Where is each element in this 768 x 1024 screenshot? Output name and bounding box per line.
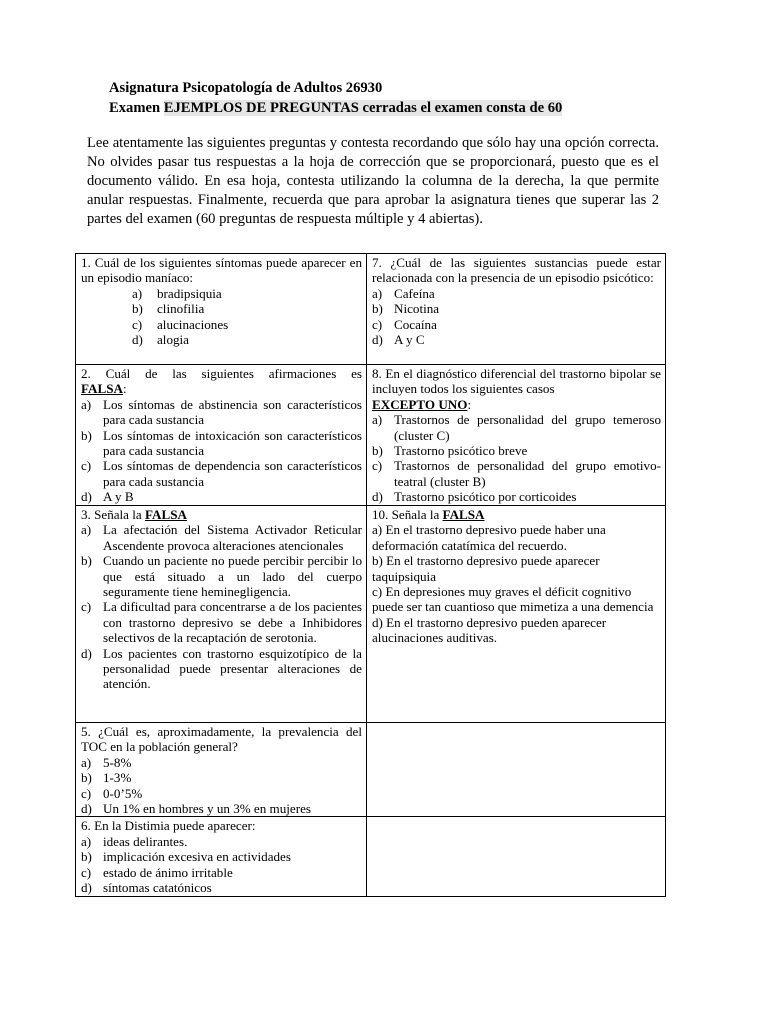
- option: [81, 834, 362, 849]
- options-q5: [81, 755, 362, 817]
- question-stem: 5. ¿Cuál es, aproximadamente, la prevalencia del TOC en la población general?: [81, 724, 362, 755]
- question-8: [367, 365, 666, 506]
- option-text: A y C: [394, 332, 425, 348]
- option-text: La dificultad para concentrarse a de los pacientes con trastorno depresivo se debe a Inhibidores selectivos de la recaptación de serotonia.: [103, 599, 362, 646]
- instructions-paragraph: Lee atentamente las siguientes preguntas y contesta recordando que sólo hay una opción correcta. No olvides pasar tus respuestas a la hoja de corrección que se proporcionará, puesto que es el documento válido. En esa hoja, contesta utilizando la columna de la derecha, la que permite anular respuestas. Finalmente, recuerda que para aprobar la asignatura tienes que superar las 2 partes del examen (60 preguntas de respuesta múltiple y 4 abiertas).: [87, 135, 659, 227]
- option-label: d): [372, 489, 383, 505]
- option: [81, 553, 362, 599]
- option-text: alogia: [157, 332, 189, 348]
- option-text: Trastornos de personalidad del grupo temeroso (cluster C): [394, 412, 661, 443]
- option-label: a): [81, 396, 92, 412]
- table-row: [76, 254, 666, 365]
- option: [132, 317, 362, 332]
- stem-emphasis: FALSA: [81, 381, 123, 397]
- stem-text: 8. En el diagnóstico diferencial del trastorno bipolar se incluyen todos los siguientes casos: [372, 366, 661, 397]
- option-label: d): [81, 801, 92, 817]
- question-stem: 7. ¿Cuál de las siguientes sustancias puede estar relacionada con la presencia de un episodio psicótico:: [372, 255, 661, 286]
- options-q6: [81, 834, 362, 896]
- question-1: [76, 254, 367, 365]
- option-label: b): [81, 849, 92, 865]
- table-row: [76, 506, 666, 723]
- option: [81, 801, 362, 816]
- option-label: a): [81, 754, 92, 770]
- option: [81, 880, 362, 895]
- document-header: [109, 78, 562, 118]
- stem-text: 10. Señala la: [372, 507, 443, 522]
- option-text: alucinaciones: [157, 316, 229, 332]
- option: b) En el trastorno depresivo puede aparecer taquipsiquia: [372, 553, 600, 584]
- option-text: implicación excesiva en actividades: [103, 849, 291, 865]
- option: a) En el trastorno depresivo puede haber una deformación catatímica del recuerdo.: [372, 522, 606, 553]
- question-stem: [81, 507, 362, 522]
- option: [81, 397, 362, 428]
- option-label: a): [372, 412, 383, 428]
- option-text: Un 1% en hombres y un 3% en mujeres: [103, 801, 311, 817]
- option-text: Trastorno psicótico por corticoides: [394, 489, 577, 505]
- question-stem: 1. Cuál de los siguientes síntomas puede aparecer en un episodio maníaco:: [81, 255, 362, 286]
- option: [132, 332, 362, 347]
- option-label: d): [372, 332, 383, 348]
- option-label: c): [81, 458, 92, 474]
- option-text: Nicotina: [394, 301, 440, 317]
- option: [81, 786, 362, 801]
- option-text: Cocaína: [394, 316, 437, 332]
- option-text: estado de ánimo irritable: [103, 864, 233, 880]
- question-stem: [372, 366, 661, 412]
- option: c) En depresiones muy graves el déficit cognitivo puede ser tan cuantioso que mimetiza a una demencia: [372, 584, 654, 615]
- option-text: Cafeína: [394, 285, 435, 301]
- empty-cell: [367, 723, 666, 817]
- table-row: [76, 723, 666, 817]
- question-stem: [81, 366, 362, 381]
- option-text: 0-0’5%: [103, 785, 143, 801]
- option-label: c): [81, 864, 92, 880]
- option-label: b): [81, 427, 92, 443]
- stem-suffix: :: [467, 396, 472, 412]
- question-stem: [372, 507, 661, 522]
- option-label: d): [81, 880, 92, 896]
- options-q3: [81, 522, 362, 691]
- option: [81, 865, 362, 880]
- stem-text: 3. Señala la: [81, 507, 145, 522]
- exam-label: Examen: [109, 100, 164, 116]
- option-label: d): [132, 332, 143, 348]
- option: [372, 317, 661, 332]
- stem-emphasis-line: [81, 381, 362, 396]
- option: [81, 489, 362, 504]
- table-row: [76, 365, 666, 506]
- option: [372, 286, 661, 301]
- question-3: [76, 506, 367, 723]
- option-text: Los síntomas de abstinencia son característicos para cada sustancia: [103, 396, 362, 428]
- option: [81, 849, 362, 864]
- stem-suffix: :: [122, 381, 127, 397]
- question-6: [76, 817, 367, 897]
- option-label: c): [372, 316, 383, 332]
- option-label: b): [81, 770, 92, 786]
- option-text: 5-8%: [103, 754, 132, 770]
- option-text: Cuando un paciente no puede percibir percibir lo que está situado a un lado del cuerpo seguramente tiene heminegligencia.: [103, 553, 362, 600]
- option-label: a): [372, 285, 383, 301]
- option-text: Los síntomas de dependencia son característicos para cada sustancia: [103, 458, 362, 489]
- option: d) En el trastorno depresivo pueden aparecer alucinaciones auditivas.: [372, 614, 607, 646]
- stem-emphasis: FALSA: [145, 507, 187, 522]
- option: [132, 286, 362, 301]
- option-label: d): [81, 645, 92, 661]
- option-text: bradipsiquia: [157, 285, 222, 301]
- option-label: b): [372, 443, 383, 459]
- option: [81, 599, 362, 645]
- option: [372, 412, 661, 443]
- option-label: c): [372, 458, 383, 474]
- stem-emphasis: FALSA: [442, 507, 485, 522]
- option: [81, 646, 362, 692]
- option-label: a): [81, 833, 92, 849]
- option: [81, 458, 362, 489]
- option-text: Trastornos de personalidad del grupo emotivo-teatral (cluster B): [394, 458, 661, 489]
- option-text: ideas delirantes.: [103, 833, 188, 849]
- option-text: síntomas catatónicos: [103, 880, 212, 896]
- question-5: [76, 723, 367, 817]
- table-row: [76, 817, 666, 897]
- option-label: c): [132, 316, 143, 332]
- option: [132, 301, 362, 316]
- option-label: b): [132, 301, 143, 317]
- option-label: c): [81, 599, 92, 615]
- option: [81, 755, 362, 770]
- option-label: c): [81, 785, 92, 801]
- option: [372, 332, 661, 347]
- option-label: a): [81, 522, 92, 538]
- options-q8: [372, 412, 661, 504]
- question-stem: 6. En la Distimia puede aparecer:: [81, 818, 256, 834]
- questions-table: [75, 253, 666, 897]
- option-label: a): [132, 285, 143, 301]
- option-text: Los pacientes con trastorno esquizotípico de la personalidad puede presentar alteraciones de atención.: [103, 645, 362, 692]
- option-text: Trastorno psicótico breve: [394, 443, 528, 459]
- question-10: [367, 506, 666, 723]
- option: [372, 458, 661, 489]
- option: [372, 489, 661, 504]
- option-label: b): [372, 301, 383, 317]
- question-2: [76, 365, 367, 506]
- exam-highlight: EJEMPLOS DE PREGUNTAS cerradas el examen consta de 60: [163, 100, 563, 116]
- stem-emphasis: EXCEPTO UNO: [372, 396, 468, 412]
- option-text: La afectación del Sistema Activador Reticular Ascendente provoca alteraciones atencionales: [103, 522, 362, 553]
- option-text: clinofilia: [157, 301, 205, 317]
- stem-text: 2. Cuál de las siguientes afirmaciones es: [81, 366, 362, 381]
- options-q2: [81, 397, 362, 505]
- empty-cell: [367, 817, 666, 897]
- option: [81, 522, 362, 553]
- option-label: d): [81, 489, 92, 505]
- course-title: Asignatura Psicopatología de Adultos 26930: [109, 80, 383, 96]
- option-text: Los síntomas de intoxicación son característicos para cada sustancia: [103, 427, 362, 459]
- options-q1: [132, 286, 362, 348]
- option: [81, 770, 362, 785]
- exam-title: [109, 98, 562, 118]
- option-text: A y B: [103, 489, 134, 505]
- option: [81, 428, 362, 459]
- option: [372, 443, 661, 458]
- question-7: [367, 254, 666, 365]
- option: [372, 301, 661, 316]
- options-q7: [372, 286, 661, 348]
- option-label: b): [81, 553, 92, 569]
- option-text: 1-3%: [103, 770, 132, 786]
